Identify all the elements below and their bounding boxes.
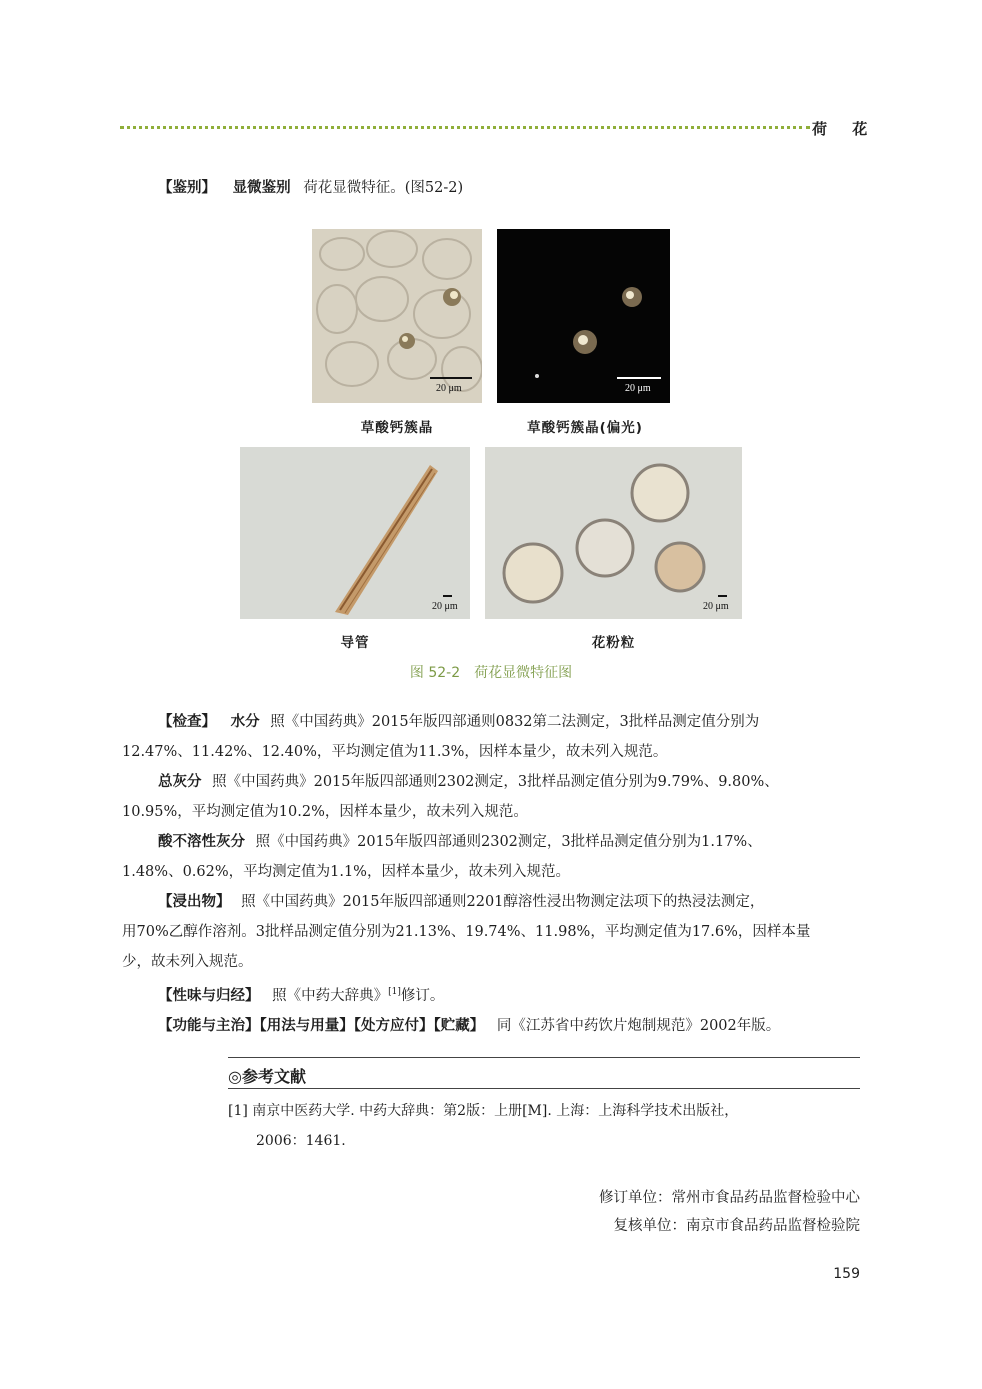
functions-text: 同《江苏省中药饮片炮制规范》2002年版。 <box>496 1017 781 1034</box>
nature-text-post: 修订。 <box>400 987 445 1004</box>
identification-sub: 显微鉴别 <box>232 180 291 196</box>
nature-text-pre: 照《中药大辞典》 <box>272 987 389 1004</box>
acid-ash-text-line1: 照《中国药典》2015年版四部通则2302测定，3批样品测定值分别为1.17%、 <box>255 834 762 850</box>
ash-text-line1: 照《中国药典》2015年版四部通则2302测定，3批样品测定值分别为9.79%、9.80%、 <box>212 774 779 790</box>
inspection-label: 【检查】 <box>158 714 216 730</box>
water-text-line1: 照《中国药典》2015年版四部通则0832第二法测定，3批样品测定值分别为 <box>270 714 760 730</box>
caption-calcium-oxalate: 草酸钙簇晶 <box>360 420 434 436</box>
references-bottom-rule <box>228 1088 860 1089</box>
identification-paragraph <box>158 173 898 203</box>
photo-vessel <box>240 447 470 619</box>
nature-label: 【性味与归经】 <box>158 987 260 1004</box>
reference-1-line1: [1] 南京中医药大学. 中药大辞典：第2版：上册[M]. 上海：上海科学技术出版社， <box>228 1103 739 1119</box>
reference-1-line2: 2006：1461. <box>256 1133 346 1149</box>
ash-text-line2: 10.95%，平均测定值为10.2%，因样本量少，故未列入规范。 <box>122 804 528 820</box>
references-top-rule <box>228 1057 860 1058</box>
identification-text: 荷花显微特征。(图52-2) <box>303 180 464 196</box>
identification-label: 【鉴别】 <box>158 180 216 196</box>
extract-text-line1: 照《中国药典》2015年版四部通则2201醇溶性浸出物测定法项下的热浸法测定， <box>241 894 765 910</box>
ash-label: 总灰分 <box>158 774 202 790</box>
scale-label: 20 μm <box>625 383 651 394</box>
extract-text-line2: 用70%乙醇作溶剂。3批样品测定值分别为21.13%、19.74%、11.98%，平均测定值为17.6%，因样本量 <box>122 924 811 940</box>
review-unit: 复核单位：南京市食品药品监督检验院 <box>613 1218 860 1234</box>
photo-pollen <box>485 447 742 619</box>
revise-unit: 修订单位：常州市食品药品监督检验中心 <box>599 1190 860 1206</box>
header-dotted-rule <box>120 126 810 129</box>
figure-title: 图 52-2 荷花显微特征图 <box>409 665 573 681</box>
caption-vessel: 导管 <box>340 635 370 651</box>
scale-label: 20 μm <box>432 601 458 612</box>
caption-pollen: 花粉粒 <box>591 635 636 651</box>
scale-label: 20 μm <box>436 383 462 394</box>
acid-ash-label: 酸不溶性灰分 <box>158 834 245 850</box>
page-number: 159 <box>833 1266 860 1282</box>
scale-bar <box>443 595 452 597</box>
citation-marker: [1] <box>388 987 401 997</box>
functions-label: 【功能与主治】【用法与用量】【处方应付】【贮藏】 <box>158 1017 485 1034</box>
running-header-title: 荷 花 <box>812 120 878 138</box>
water-text-line2: 12.47%、11.42%、12.40%，平均测定值为11.3%，因样本量少，故未列入规范。 <box>122 744 668 760</box>
extract-label: 【浸出物】 <box>158 894 231 910</box>
photo-calcium-oxalate <box>312 229 482 403</box>
water-label: 水分 <box>230 714 260 730</box>
references-heading: ◎参考文献 <box>228 1067 306 1086</box>
scale-bar <box>430 377 472 379</box>
acid-ash-text-line2: 1.48%、0.62%，平均测定值为1.1%，因样本量少，故未列入规范。 <box>122 864 570 880</box>
inspection-paragraph <box>122 707 862 1041</box>
caption-calcium-oxalate-polarized: 草酸钙簇晶(偏光) <box>527 420 643 436</box>
photo-calcium-oxalate-polarized <box>497 229 670 403</box>
extract-text-line3: 少，故未列入规范。 <box>122 954 253 970</box>
scale-label: 20 μm <box>703 601 729 612</box>
scale-bar <box>617 377 661 379</box>
scale-bar <box>718 595 727 597</box>
